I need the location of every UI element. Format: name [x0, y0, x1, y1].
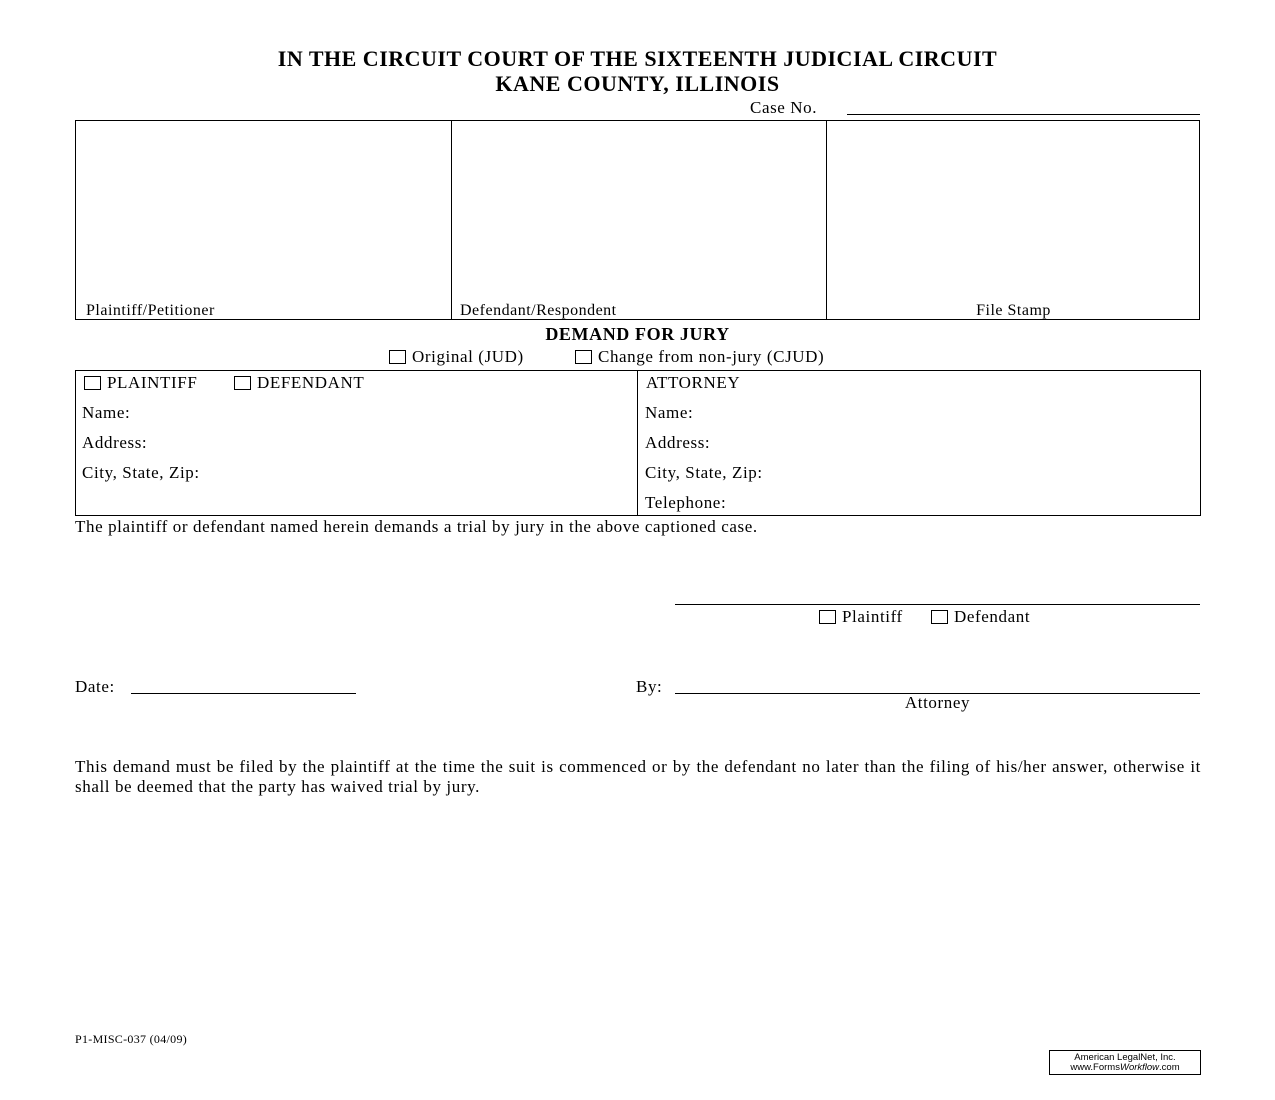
change-label: Change from non-jury (CJUD)	[598, 347, 825, 366]
file-stamp-label: File Stamp	[976, 302, 1051, 319]
sig-plaintiff-label: Plaintiff	[842, 607, 903, 626]
change-checkbox[interactable]	[575, 350, 592, 364]
form-code: P1-MISC-037 (04/09)	[75, 1032, 188, 1046]
case-no-label: Case No.	[750, 98, 818, 117]
attorney-heading: ATTORNEY	[646, 373, 741, 392]
party-name-label: Name:	[82, 403, 131, 422]
signature-plaintiff-option[interactable]	[819, 607, 903, 627]
attorney-address-label: Address:	[645, 433, 711, 452]
attorney-telephone-label: Telephone:	[645, 493, 727, 512]
caption-box	[75, 120, 1200, 320]
party-plaintiff-option[interactable]	[84, 373, 197, 393]
plaintiff-check-label: PLAINTIFF	[107, 373, 198, 392]
option-change[interactable]	[575, 347, 824, 367]
party-city-label: City, State, Zip:	[82, 463, 200, 482]
logo-line2-italic: Workflow	[1119, 1062, 1160, 1073]
caption-divider	[451, 121, 452, 319]
attorney-city-label: City, State, Zip:	[645, 463, 763, 482]
filing-notice: This demand must be filed by the plaintiff at the time the suit is commenced or by the defendant no later than the filing of his/her answer, otherwise it shall be deemed that the party has waived trial by jury.	[75, 757, 1201, 796]
sig-plaintiff-checkbox[interactable]	[819, 610, 836, 624]
defendant-check-label: DEFENDANT	[257, 373, 365, 392]
option-original[interactable]	[389, 347, 524, 367]
defendant-respondent-label: Defendant/Respondent	[460, 302, 617, 319]
attorney-label: Attorney	[904, 693, 971, 712]
original-checkbox[interactable]	[389, 350, 406, 364]
sig-defendant-checkbox[interactable]	[931, 610, 948, 624]
demand-statement: The plaintiff or defendant named herein demands a trial by jury in the above captioned case.	[75, 517, 758, 536]
party-divider	[637, 371, 638, 515]
american-legalnet-logo	[1049, 1050, 1201, 1075]
signature-defendant-option[interactable]	[931, 607, 1030, 627]
plaintiff-petitioner-label: Plaintiff/Petitioner	[86, 302, 215, 319]
party-address-label: Address:	[82, 433, 148, 452]
party-defendant-option[interactable]	[234, 373, 364, 393]
defendant-checkbox[interactable]	[234, 376, 251, 390]
case-no-field[interactable]	[847, 114, 1200, 115]
by-label: By:	[636, 677, 663, 696]
plaintiff-checkbox[interactable]	[84, 376, 101, 390]
party-attorney-box	[75, 370, 1201, 516]
form-title: DEMAND FOR JURY	[545, 324, 730, 344]
county-title: KANE COUNTY, ILLINOIS	[495, 71, 780, 96]
attorney-name-label: Name:	[645, 403, 694, 422]
logo-line2-suffix: .com	[1159, 1062, 1180, 1073]
date-label: Date:	[75, 677, 115, 696]
caption-divider	[826, 121, 827, 319]
signature-line[interactable]	[675, 604, 1200, 605]
court-title: IN THE CIRCUIT COURT OF THE SIXTEENTH JUDICIAL CIRCUIT	[277, 46, 998, 71]
sig-defendant-label: Defendant	[954, 607, 1031, 626]
logo-line2-prefix: www.Forms	[1070, 1062, 1120, 1073]
logo-line1: American LegalNet, Inc.	[1074, 1052, 1176, 1063]
logo-line2	[1050, 1063, 1200, 1073]
original-label: Original (JUD)	[412, 347, 524, 366]
date-field[interactable]	[131, 693, 356, 694]
